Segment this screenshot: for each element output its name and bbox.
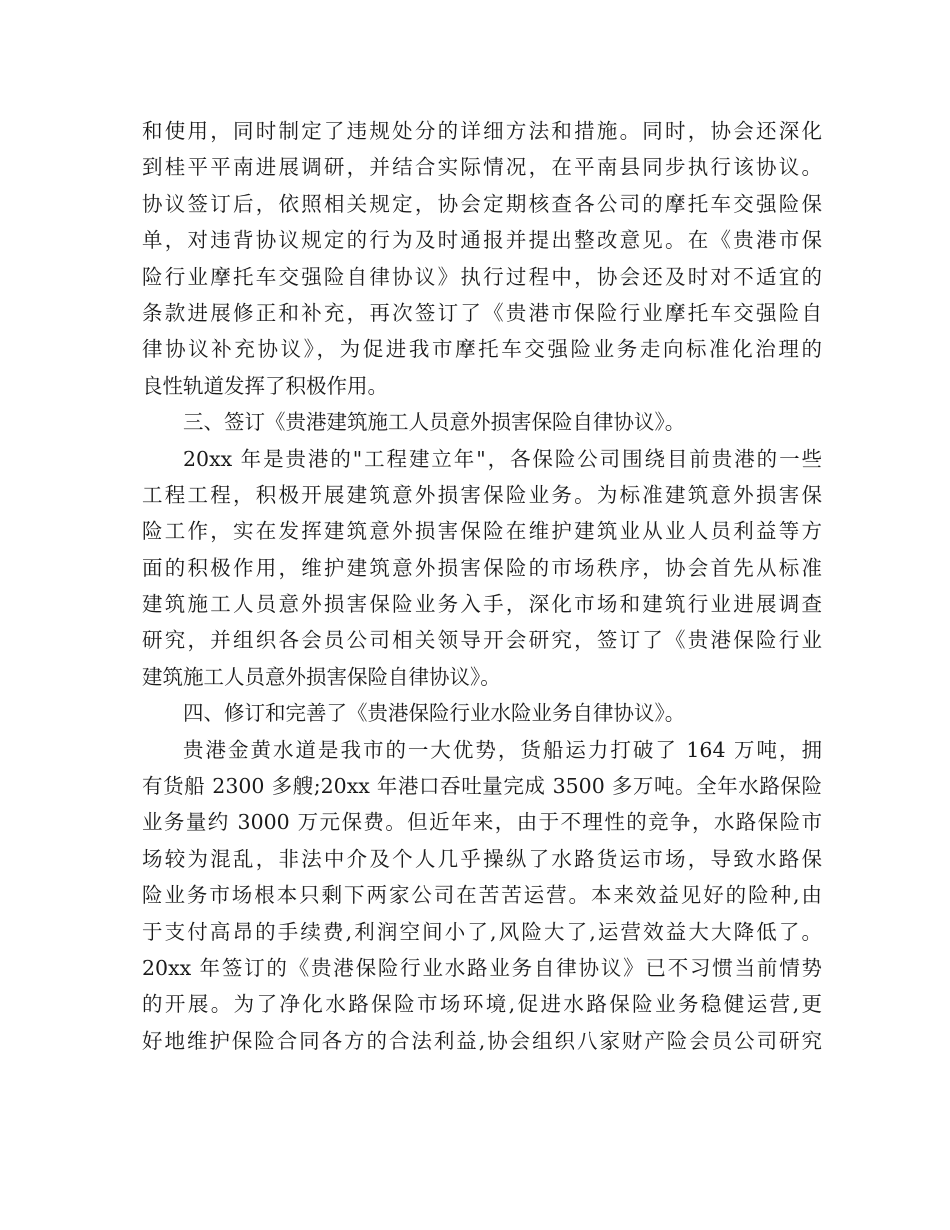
text-line: 20xx 年签订的《贵港保险行业水路业务自律协议》已不习惯当前情势 [142,955,822,980]
text-line: 四、修订和完善了《贵港保险行业水险业务自律协议》。 [183,701,686,726]
text-line: 条款进展修正和补充，再次签订了《贵港市保险行业摩托车交强险自 [142,300,822,325]
text-line: 好地维护保险合同各方的合法利益,协会组织八家财产险会员公司研究 [142,1028,822,1053]
text-line: 协议签订后，依照相关规定，协会定期核查各公司的摩托车交强险保 [142,191,822,216]
text-line: 业务量约 3000 万元保费。但近年来，由于不理性的竞争，水路保险市 [142,810,822,835]
text-line: 于支付高昂的手续费,利润空间小了,风险大了,运营效益大大降低了。 [142,919,822,944]
text-line: 险工作，实在发挥建筑意外损害保险在维护建筑业从业人员利益等方 [142,519,822,544]
text-line: 工程工程，积极开展建筑意外损害保险业务。为标准建筑意外损害保 [142,482,822,507]
text-line: 险业务市场根本只剩下两家公司在苦苦运营。本来效益见好的险种,由 [142,883,822,908]
text-line: 三、签订《贵港建筑施工人员意外损害保险自律协议》。 [183,410,686,435]
text-line: 律协议补充协议》，为促进我市摩托车交强险业务走向标准化治理的 [142,337,822,362]
text-line: 贵港金黄水道是我市的一大优势，货船运力打破了 164 万吨，拥 [183,737,822,762]
text-line: 建筑施工人员意外损害保险业务入手，深化市场和建筑行业进展调查 [142,592,822,617]
text-line: 有货船 2300 多艘;20xx 年港口吞吐量完成 3500 多万吨。全年水路保险 [142,774,822,799]
text-line: 面的积极作用，维护建筑意外损害保险的市场秩序，协会首先从标准 [142,555,822,580]
text-line: 良性轨道发挥了积极作用。 [142,373,388,398]
document-body [142,113,822,1059]
text-line: 单，对违背协议规定的行为及时通报并提出整改意见。在《贵港市保 [142,228,822,253]
text-line: 和使用，同时制定了违规处分的详细方法和措施。同时，协会还深化 [142,119,822,143]
text-line: 研究，并组织各会员公司相关领导开会研究，签订了《贵港保险行业 [142,628,822,653]
text-line: 场较为混乱，非法中介及个人几乎操纵了水路货运市场，导致水路保 [142,846,822,871]
text-line: 到桂平平南进展调研，并结合实际情况，在平南县同步执行该协议。 [142,155,822,180]
text-line: 建筑施工人员意外损害保险自律协议》。 [142,664,501,689]
text-line: 险行业摩托车交强险自律协议》执行过程中，协会还及时对不适宜的 [142,264,822,289]
text-line: 20xx 年是贵港的"工程建立年"，各保险公司围绕目前贵港的一些 [183,446,822,471]
text-line: 的开展。为了净化水路保险市场环境,促进水路保险业务稳健运营,更 [142,992,822,1017]
